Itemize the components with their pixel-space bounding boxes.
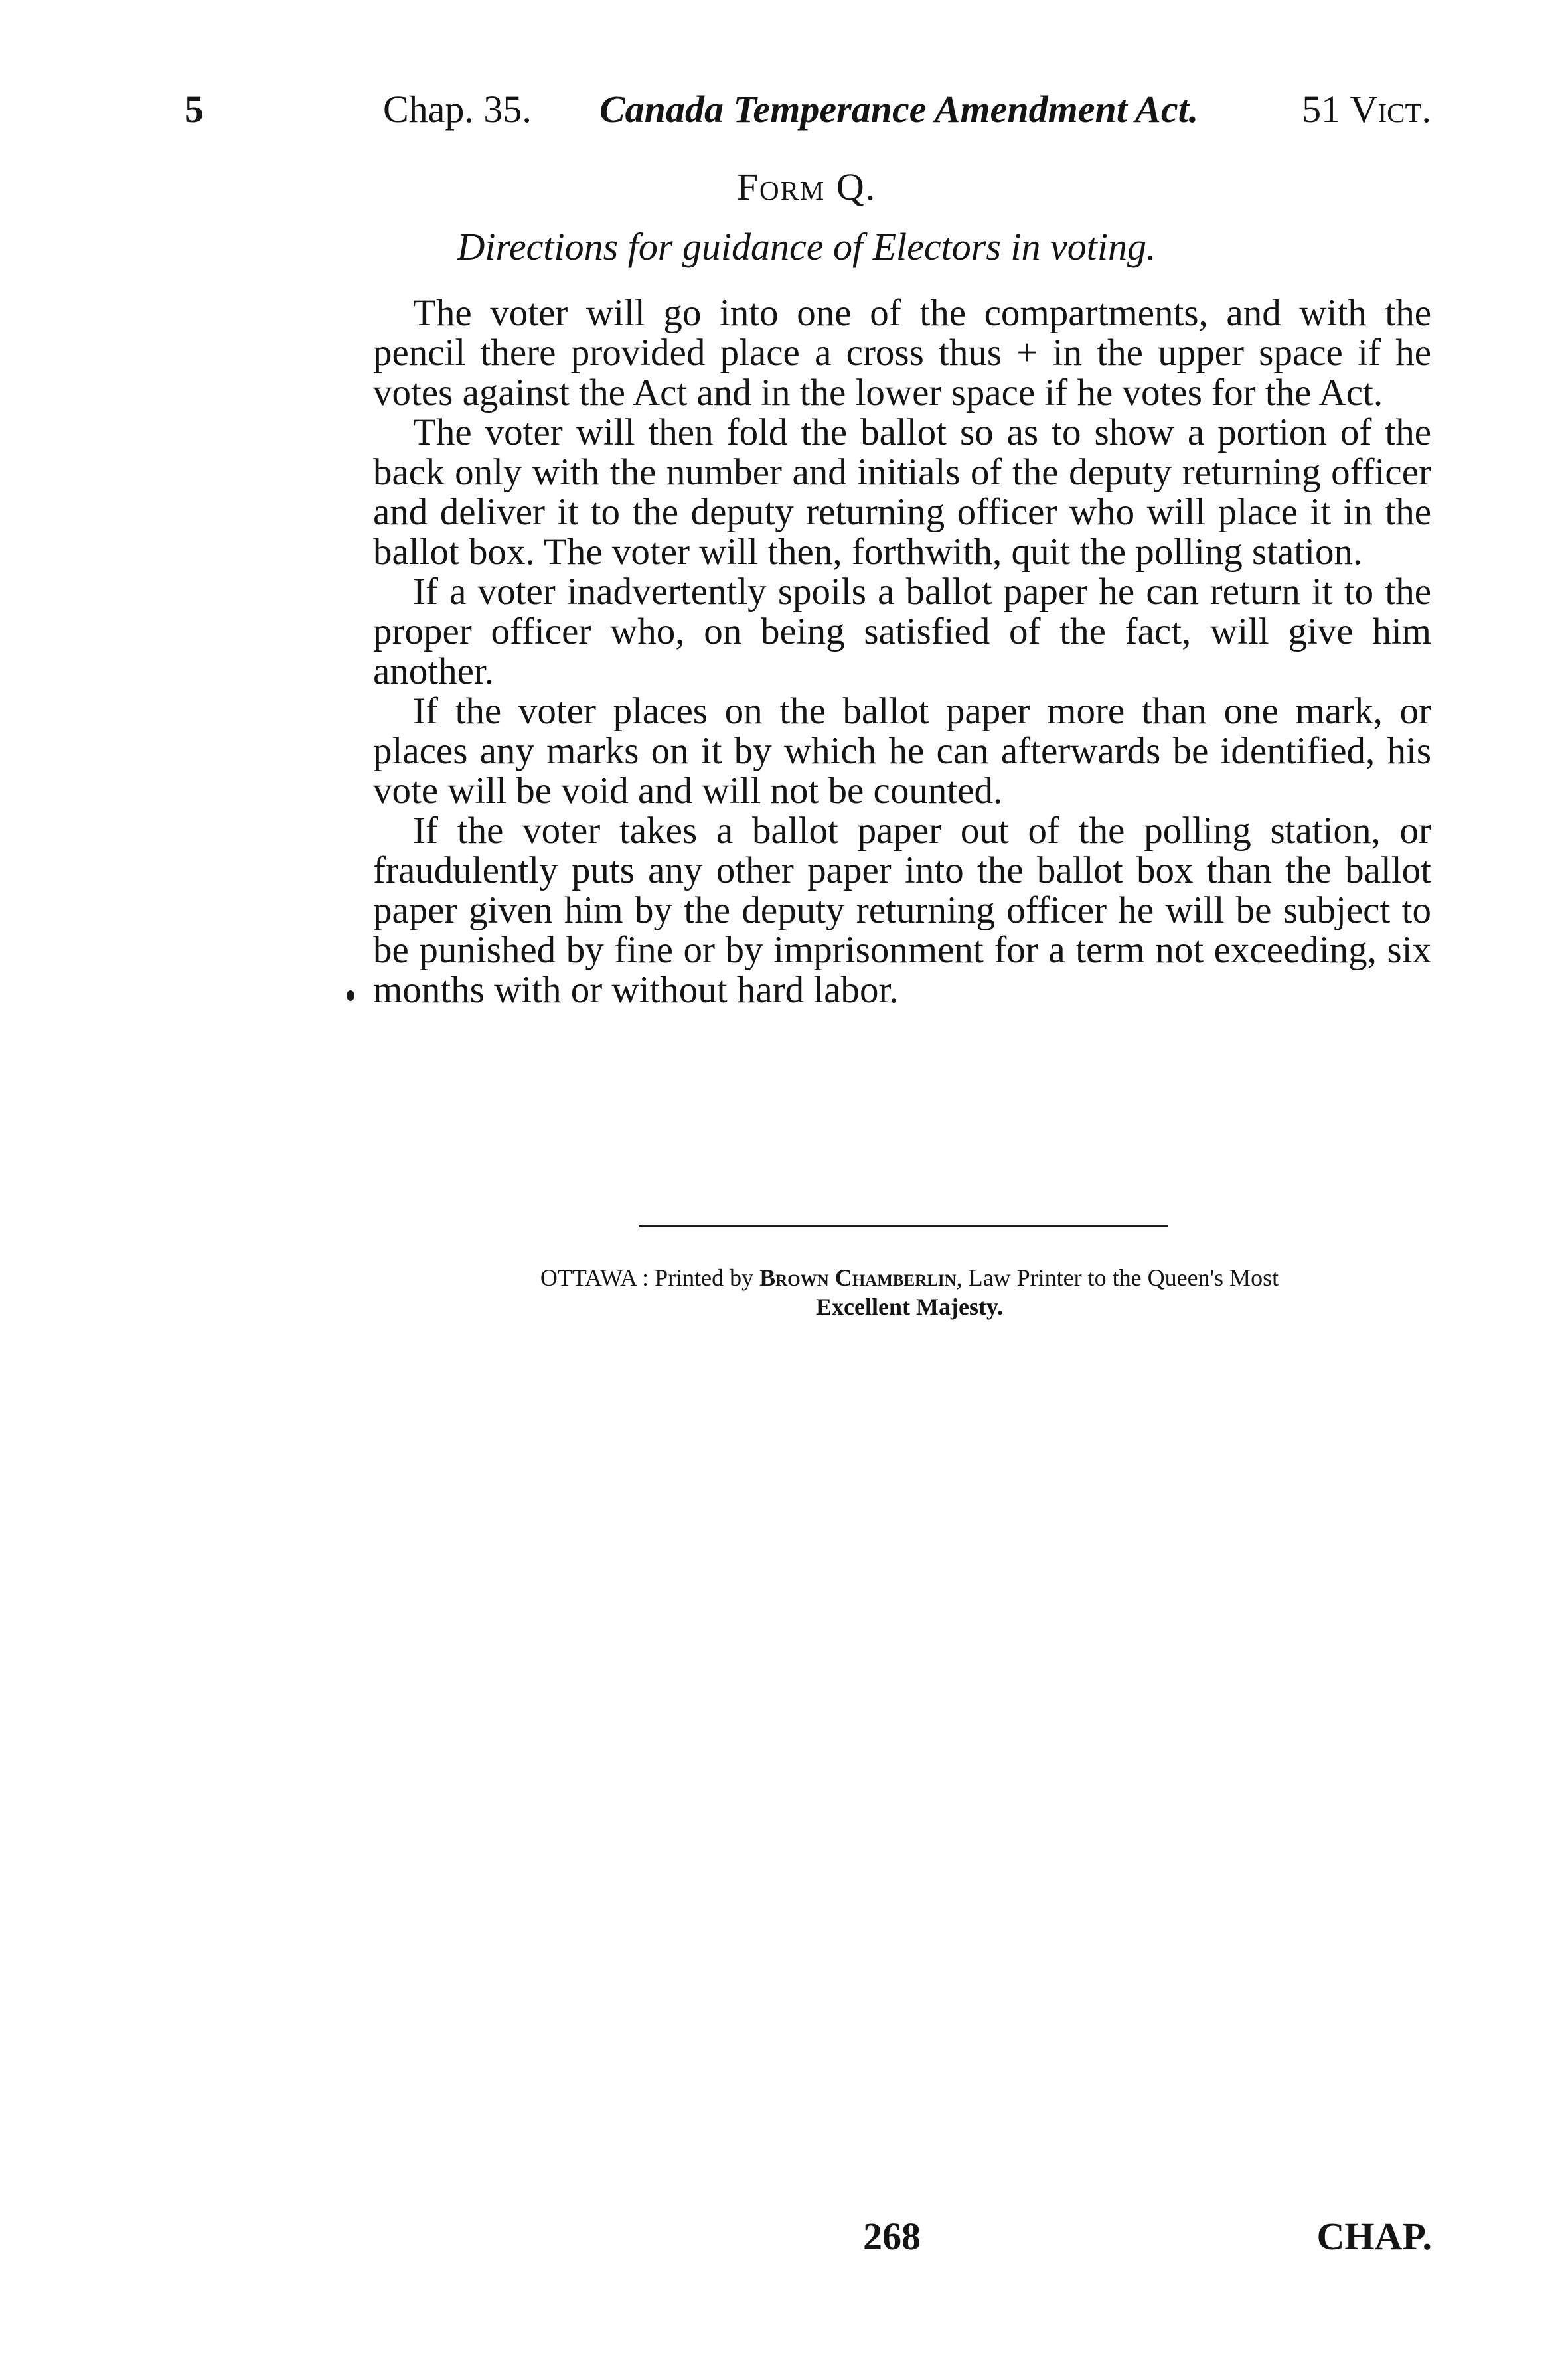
printer-imprint bbox=[385, 1263, 1434, 1321]
imprint-printer-title: Law Printer to the Queen's Most bbox=[968, 1264, 1279, 1291]
divider-rule bbox=[639, 1225, 1168, 1227]
paragraph: The voter will go into one of the compartments, and with the pencil there provided place a cross thus + in the upper space if he votes against the Act and in the lower space if he votes for the Act. bbox=[373, 292, 1431, 413]
chapter-number: Chap. 35. bbox=[383, 88, 532, 131]
paragraph: If the voter places on the ballot paper more than one mark, or places any marks on it by which he can afterwards be identified, his vote will be void and will not be counted. bbox=[373, 690, 1431, 812]
directions-body bbox=[373, 293, 1431, 1010]
catchword: CHAP. bbox=[1316, 2215, 1432, 2258]
act-title: Canada Temperance Amendment Act. bbox=[599, 88, 1199, 131]
imprint-printed-by: Printed by bbox=[655, 1264, 760, 1291]
regnal-abbrev: Vict. bbox=[1350, 88, 1431, 131]
imprint-line-2: Excellent Majesty. bbox=[816, 1294, 1003, 1320]
running-header bbox=[0, 80, 1560, 139]
regnal-number: 51 bbox=[1302, 88, 1350, 131]
form-title: Form Q. bbox=[736, 165, 877, 208]
imprint-printer-name: Brown Chamberlin bbox=[759, 1264, 957, 1291]
imprint-separator: , bbox=[956, 1264, 969, 1291]
regnal-year bbox=[1302, 80, 1431, 139]
paragraph: If a voter inadvertently spoils a ballot paper he can return it to the proper officer who, on being satisfied of the fact, will give him another. bbox=[373, 571, 1431, 692]
paragraph: The voter will then fold the ballot so as to show a portion of the back only with the number and initials of the deputy returning officer and deliver it to the deputy returning officer who will place it in the ballot box. The voter will then, forthwith, quit the polling station. bbox=[373, 411, 1431, 573]
imprint-line-1 bbox=[385, 1263, 1434, 1292]
imprint-place: OTTAWA : bbox=[540, 1264, 655, 1291]
form-heading: Directions for guidance of Electors in voting. bbox=[457, 225, 1156, 268]
paragraph: If the voter takes a ballot paper out of the polling station, or fraudulently puts any other paper into the ballot box than the ballot paper given him by the deputy returning officer he will be subject to be punished by fine or by imprisonment for a term not exceeding, six months with or without hard labor. bbox=[373, 810, 1431, 1011]
page-number: 5 bbox=[185, 88, 204, 131]
margin-bullet-mark bbox=[347, 990, 354, 1001]
folio-number: 268 bbox=[863, 2215, 921, 2258]
